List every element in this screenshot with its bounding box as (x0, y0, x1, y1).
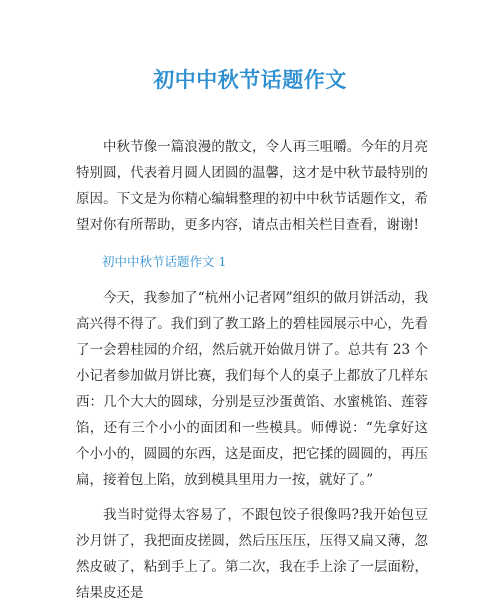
section-heading: 初中中秋节话题作文 1 (102, 254, 227, 269)
body-paragraph-2: 我当时觉得太容易了，不跟包饺子很像吗?我开始包豆沙月饼了，我把面皮搓圆，然后压压压，压得又扁又薄，忽然皮破了，粘到手上了。第二次，我在手上涂了一层面粉，结果皮还是 (76, 507, 428, 601)
document-title: 初中中秋节话题作文 (153, 67, 347, 92)
body-paragraph-1: 今天，我参加了“杭州小记者网”组织的做月饼活动，我高兴得不得了。我们到了教工路上的碧桂园展示中心，先看了一会碧桂园的介绍，然后就开始做月饼了。总共有 23 个小记者参加做月饼比赛，我们每个人的桌子上都放了几样东西：几个大大的圆球，分别是豆沙蛋黄馅、水蜜桃馅、莲蓉馅，还有三个小小的面团和一些模具。师傅说：“先拿好这个小小的，圆圆的东西，这是面皮，把它揉的圆圆的，再压扁，接着包上陷，放到模具里用力一按，就好了。” (76, 290, 428, 488)
intro-paragraph: 中秋节像一篇浪漫的散文，令人再三咀嚼。今年的月亮特别圆，代表着月圆人团圆的温馨，这才是中秋节最特别的原因。下文是为你精心编辑整理的初中中秋节话题作文，希望对你有所帮助，更多内容，请点击相关栏目查看，谢谢! (76, 139, 428, 233)
